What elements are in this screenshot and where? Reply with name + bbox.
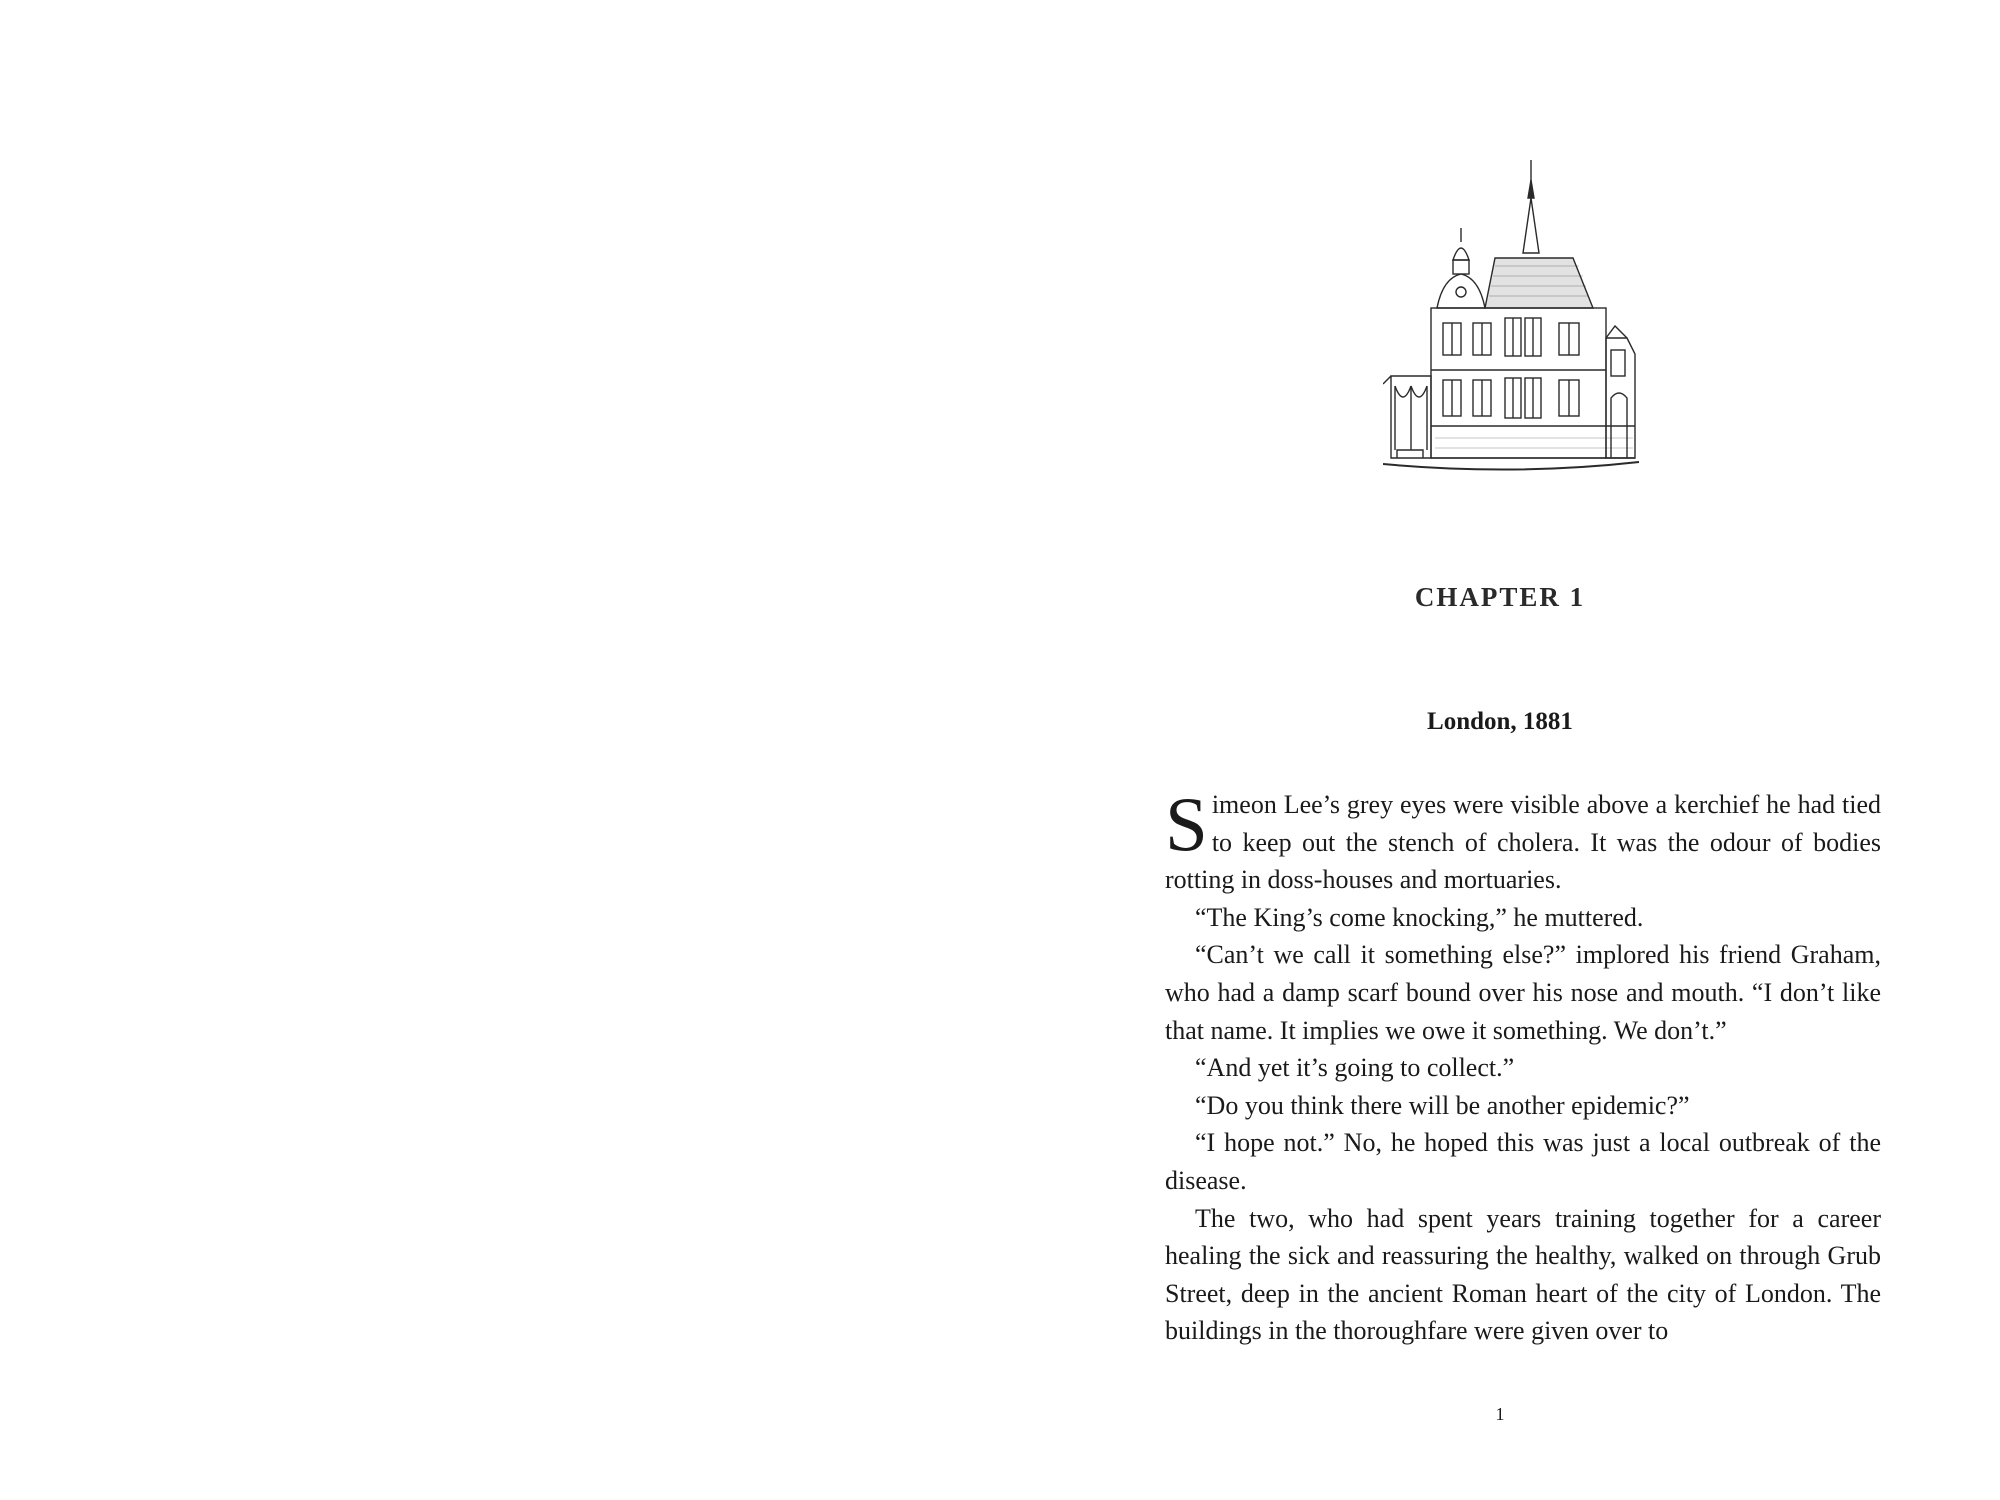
chapter-body-text [1165, 781, 1881, 1350]
chapter-place-date: London, 1881 [1427, 708, 1573, 735]
chapter-title: CHAPTER 1 [1414, 582, 1586, 612]
paragraph: “I hope not.” No, he hoped this was just a local outbreak of the disease. [1165, 1128, 1881, 1195]
drop-cap: S [1165, 781, 1208, 867]
paragraph: “Can’t we call it something else?” implored his friend Graham, who had a damp scarf bound over his nose and mouth. “I don’t like that name. It implies we owe it something. We don’t.” [1165, 940, 1881, 1045]
paragraph: “And yet it’s going to collect.” [1195, 1053, 1515, 1083]
paragraph [1165, 781, 1881, 899]
paragraph: “Do you think there will be another epidemic?” [1195, 1090, 1690, 1120]
page-number: 1 [1495, 1404, 1505, 1424]
right-page [1000, 0, 2000, 1500]
paragraph-text: imeon Lee’s grey eyes were visible above a kerchief he had tied to keep out the stench of cholera. It was the odour of bodies rotting in doss-houses and mortuaries. [1165, 790, 1881, 895]
victorian-house-illustration [1383, 158, 1643, 478]
paragraph: “The King’s come knocking,” he muttered. [1195, 902, 1644, 932]
paragraph: The two, who had spent years training together for a career healing the sick and reassuring the healthy, walked on through Grub Street, deep in the ancient Roman heart of the city of London. The buildings in the thoroughfare were given over to [1165, 1203, 1881, 1346]
